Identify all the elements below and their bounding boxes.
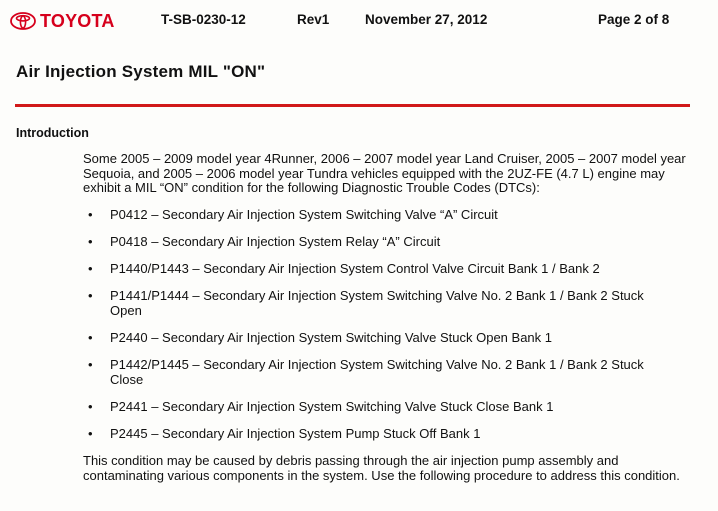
dtc-text: P1442/P1445 – Secondary Air Injection System Switching Valve No. 2 Bank 1 / Bank 2 Stuck Close bbox=[110, 357, 644, 387]
list-item bbox=[88, 427, 670, 442]
bullet-icon: • bbox=[88, 357, 93, 372]
toyota-logo bbox=[10, 10, 115, 32]
bulletin-header bbox=[0, 0, 718, 40]
dtc-text: P0418 – Secondary Air Injection System Relay “A” Circuit bbox=[110, 234, 441, 249]
brand-name: TOYOTA bbox=[40, 10, 115, 31]
list-item bbox=[88, 262, 670, 277]
list-item bbox=[88, 235, 670, 250]
page-number: Page 2 of 8 bbox=[598, 12, 670, 27]
bullet-icon: • bbox=[88, 234, 93, 249]
title-divider bbox=[15, 104, 690, 107]
list-item bbox=[88, 358, 670, 387]
bullet-icon: • bbox=[88, 399, 93, 414]
dtc-text: P1440/P1443 – Secondary Air Injection System Control Valve Circuit Bank 1 / Bank 2 bbox=[110, 261, 600, 276]
revision: Rev1 bbox=[297, 12, 330, 27]
list-item bbox=[88, 400, 670, 415]
intro-paragraph: Some 2005 – 2009 model year 4Runner, 2006 – 2007 model year Land Cruiser, 2005 – 2007 model year Sequoia, and 2005 – 2006 model year Tundra vehicles equipped with the 2UZ-FE (4.7 L) engine may exhibit a MIL “ON” condition for the following Diagnostic Trouble Codes (DTCs): bbox=[83, 151, 686, 196]
page-title: Air Injection System MIL "ON" bbox=[16, 62, 266, 81]
dtc-text: P2445 – Secondary Air Injection System Pump Stuck Off Bank 1 bbox=[110, 426, 481, 441]
list-item bbox=[88, 289, 670, 318]
bullet-icon: • bbox=[88, 330, 93, 345]
toyota-emblem-icon bbox=[10, 12, 36, 30]
section-heading: Introduction bbox=[16, 126, 89, 140]
bulletin-date: November 27, 2012 bbox=[365, 12, 488, 27]
bullet-icon: • bbox=[88, 288, 93, 303]
dtc-text: P0412 – Secondary Air Injection System Switching Valve “A” Circuit bbox=[110, 207, 498, 222]
closing-paragraph: This condition may be caused by debris passing through the air injection pump assembly and contaminating various components in the system. Use the following procedure to address this condition. bbox=[83, 453, 680, 483]
bulletin-number: T-SB-0230-12 bbox=[161, 12, 246, 27]
bullet-icon: • bbox=[88, 426, 93, 441]
list-item bbox=[88, 208, 670, 223]
bullet-icon: • bbox=[88, 261, 93, 276]
list-item bbox=[88, 331, 670, 346]
dtc-text: P2441 – Secondary Air Injection System Switching Valve Stuck Close Bank 1 bbox=[110, 399, 554, 414]
dtc-text: P1441/P1444 – Secondary Air Injection System Switching Valve No. 2 Bank 1 / Bank 2 Stuck Open bbox=[110, 288, 644, 318]
bullet-icon: • bbox=[88, 207, 93, 222]
dtc-text: P2440 – Secondary Air Injection System Switching Valve Stuck Open Bank 1 bbox=[110, 330, 552, 345]
